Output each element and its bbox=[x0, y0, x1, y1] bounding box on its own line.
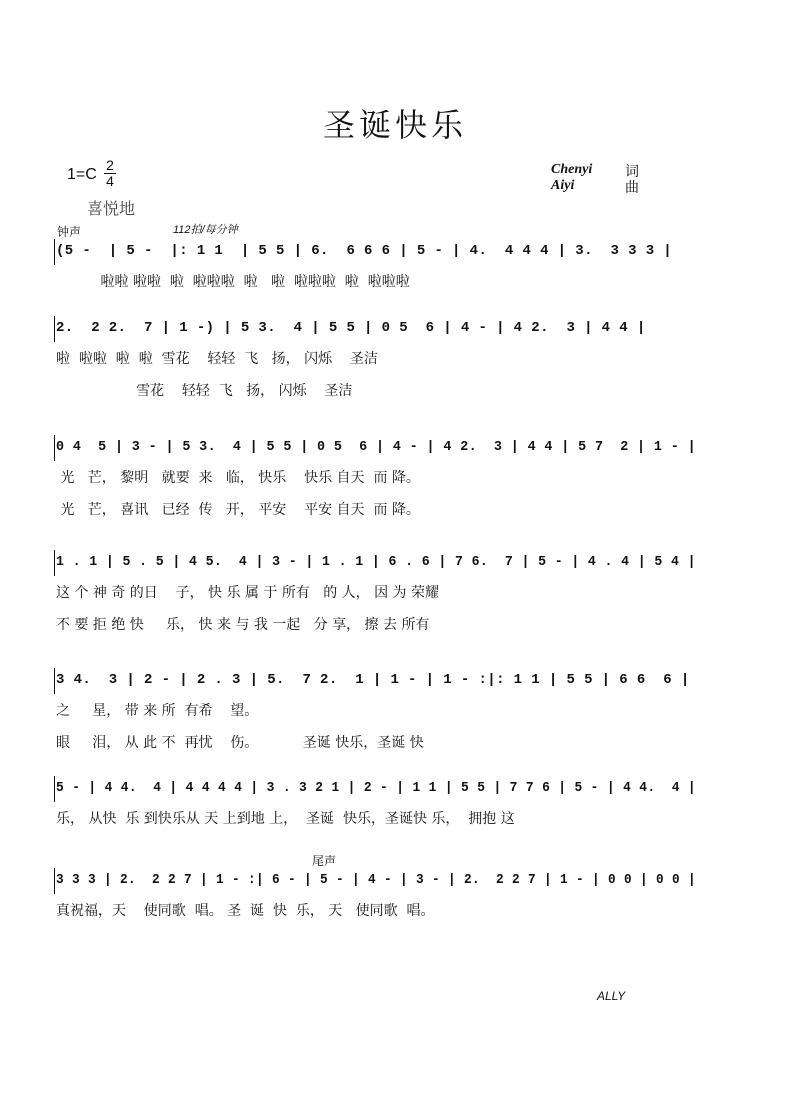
lyric-line bbox=[56, 732, 700, 752]
composer-name: Aiyi bbox=[551, 178, 575, 193]
lyric-text: 雪花 轻轻 飞 扬， 闪烁 圣洁 bbox=[56, 383, 353, 399]
lyric-text: 乐， 从快 乐 到快乐从 天 上到地 上， 圣诞 快乐，圣诞快 乐， 拥抱 这 bbox=[56, 811, 515, 827]
notation-row bbox=[56, 320, 700, 342]
lyric-text: 啦 啦啦 啦 啦 雪花 轻轻 飞 扬， 闪烁 圣洁 bbox=[56, 351, 378, 367]
notation-row bbox=[56, 554, 700, 576]
notation-text: (5 - | 5 - |: 1 1 | 5 5 | 6. 6 6 6 | 5 - | 4. 4 4 4 | 3. 3 3 3 | bbox=[56, 243, 673, 259]
left-bar-line bbox=[54, 776, 55, 802]
notation-text: 3 3 3 | 2. 2 2 7 | 1 - :| 6 - | 5 - | 4 - | 3 - | 2. 2 2 7 | 1 - | 0 0 | 0 0 | bbox=[56, 872, 696, 888]
composer-role: 曲 bbox=[625, 180, 639, 196]
intro-label: 钟声 bbox=[57, 225, 82, 239]
lyricist-role: 词 bbox=[625, 164, 639, 180]
song-title: 圣诞快乐 bbox=[322, 106, 467, 144]
lyric-line bbox=[56, 582, 700, 602]
notation-text: 5 - | 4 4. 4 | 4 4 4 4 | 3 . 3 2 1 | 2 - | 1 1 | 5 5 | 7 7 6 | 5 - | 4 4. 4 | bbox=[56, 780, 696, 796]
coda-label: 尾声 bbox=[312, 854, 337, 868]
lyric-line bbox=[56, 271, 700, 291]
left-bar-line bbox=[54, 668, 55, 694]
lyric-line bbox=[56, 900, 700, 920]
key-signature: 1=C bbox=[67, 166, 97, 183]
lyric-text: 这 个 神 奇 的日 子， 快 乐 属 于 所有 的 人， 因 为 荣耀 bbox=[56, 585, 440, 601]
lyric-text: 光 芒， 喜讯 已经 传 开， 平安 平安 自天 而 降。 bbox=[56, 502, 420, 518]
lyric-line bbox=[56, 499, 700, 519]
notation-row bbox=[56, 872, 700, 894]
lyric-text: 真祝福，天 使同歌 唱。 圣 诞 快 乐， 天 使同歌 唱。 bbox=[56, 903, 435, 919]
notation-row bbox=[56, 780, 700, 802]
tempo-marking: 112拍/每分钟 bbox=[173, 224, 238, 236]
lyric-text: 之 星， 带 来 所 有希 望。 bbox=[56, 703, 259, 719]
notation-text: 3 4. 3 | 2 - | 2 . 3 | 5. 7 2. 1 | 1 - | 1 - :|: 1 1 | 5 5 | 6 6 6 | bbox=[56, 672, 690, 688]
time-signature-bottom: 4 bbox=[106, 173, 114, 189]
notation-text: 0 4 5 | 3 - | 5 3. 4 | 5 5 | 0 5 6 | 4 - | 4 2. 3 | 4 4 | 5 7 2 | 1 - | bbox=[56, 439, 696, 455]
time-signature-top: 2 bbox=[106, 157, 114, 173]
lyric-line bbox=[56, 808, 700, 828]
lyric-line bbox=[56, 348, 700, 368]
notation-row bbox=[56, 672, 700, 694]
left-bar-line bbox=[54, 550, 55, 576]
left-bar-line bbox=[54, 316, 55, 342]
expression-marking: 喜悦地 bbox=[87, 199, 136, 218]
left-bar-line bbox=[54, 239, 55, 265]
lyric-line bbox=[56, 467, 700, 487]
notation-text: 1 . 1 | 5 . 5 | 4 5. 4 | 3 - | 1 . 1 | 6 . 6 | 7 6. 7 | 5 - | 4 . 4 | 5 4 | bbox=[56, 554, 696, 570]
time-signature bbox=[104, 158, 116, 189]
notation-row bbox=[56, 439, 700, 461]
lyric-line bbox=[56, 700, 700, 720]
left-bar-line bbox=[54, 435, 55, 461]
lyric-line bbox=[56, 614, 700, 634]
lyric-text: 眼 泪， 从 此 不 再忧 伤。 圣诞 快乐，圣诞 快 bbox=[56, 735, 424, 751]
lyric-text: 光 芒， 黎明 就要 来 临， 快乐 快乐 自天 而 降。 bbox=[56, 470, 420, 486]
notation-text: 2. 2 2. 7 | 1 -) | 5 3. 4 | 5 5 | 0 5 6 | 4 - | 4 2. 3 | 4 4 | bbox=[56, 320, 646, 336]
notation-row bbox=[56, 243, 700, 265]
arranger-signature: ALLY bbox=[597, 989, 626, 1003]
lyric-text: 啦啦 啦啦 啦 啦啦啦 啦 啦 啦啦啦 啦 啦啦啦 bbox=[56, 274, 410, 290]
lyric-line bbox=[56, 380, 700, 400]
left-bar-line bbox=[54, 868, 55, 894]
lyric-text: 不 要 拒 绝 快 乐， 快 来 与 我 一起 分 享， 擦 去 所有 bbox=[56, 617, 430, 633]
lyricist-name: Chenyi bbox=[551, 162, 593, 177]
